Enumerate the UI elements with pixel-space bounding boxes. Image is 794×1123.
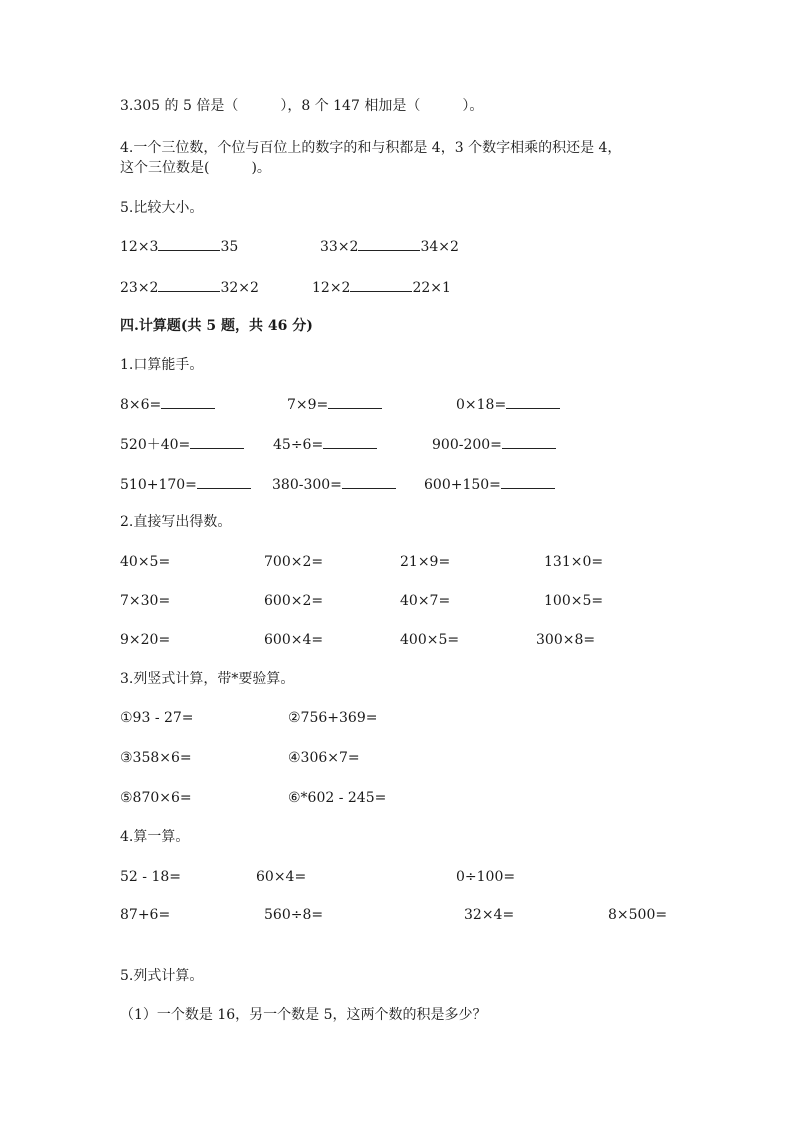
part-3-title: 3.列竖式计算，带*要验算。 xyxy=(120,671,295,687)
compare-item-4 xyxy=(312,277,451,298)
oral-blank-5[interactable] xyxy=(323,434,377,449)
vertical-item-3: ③358×6= xyxy=(120,750,192,766)
oral-expr-4: 520＋40= xyxy=(120,437,191,453)
direct-item-4: 131×0= xyxy=(544,554,604,570)
calc-item-3: 0÷100= xyxy=(456,869,516,885)
direct-item-8: 100×5= xyxy=(544,593,604,609)
oral-blank-1[interactable] xyxy=(161,394,215,409)
direct-item-12: 300×8= xyxy=(536,632,596,648)
oral-blank-9[interactable] xyxy=(501,474,555,489)
oral-item-8 xyxy=(272,474,396,495)
question-3 xyxy=(120,96,483,116)
oral-item-1 xyxy=(120,394,215,415)
oral-item-2 xyxy=(287,394,382,415)
vertical-item-1: ①93 - 27= xyxy=(120,710,194,726)
oral-item-5 xyxy=(273,434,377,455)
oral-blank-4[interactable] xyxy=(190,434,244,449)
compare-right-1: 35 xyxy=(220,239,239,255)
direct-item-5: 7×30= xyxy=(120,593,171,609)
oral-item-9 xyxy=(424,474,555,495)
direct-item-7: 40×7= xyxy=(400,593,451,609)
compare-right-4: 22×1 xyxy=(412,280,451,296)
direct-item-1: 40×5= xyxy=(120,554,171,570)
part-5-title: 5.列式计算。 xyxy=(120,968,204,984)
oral-expr-8: 380-300= xyxy=(272,477,342,493)
oral-blank-2[interactable] xyxy=(328,394,382,409)
compare-blank-1[interactable] xyxy=(158,236,220,251)
oral-expr-5: 45÷6= xyxy=(273,437,324,453)
compare-left-1: 12×3 xyxy=(120,239,159,255)
oral-expr-1: 8×6= xyxy=(120,397,162,413)
direct-item-10: 600×4= xyxy=(264,632,324,648)
part-5-question-1: （1）一个数是 16，另一个数是 5，这两个数的积是多少？ xyxy=(120,1007,487,1023)
calc-item-1: 52 - 18= xyxy=(120,869,181,885)
part-4-title: 4.算一算。 xyxy=(120,829,190,845)
oral-blank-7[interactable] xyxy=(197,474,251,489)
compare-item-1 xyxy=(120,236,238,257)
question-3-number: 3. xyxy=(120,98,134,114)
compare-left-3: 23×2 xyxy=(120,280,159,296)
compare-right-2: 34×2 xyxy=(420,239,459,255)
vertical-item-2: ②756+369= xyxy=(288,710,378,726)
compare-blank-2[interactable] xyxy=(358,236,420,251)
oral-expr-6: 900-200= xyxy=(432,437,502,453)
calc-item-5: 560÷8= xyxy=(264,907,324,923)
calc-item-2: 60×4= xyxy=(256,869,307,885)
compare-blank-4[interactable] xyxy=(350,277,412,292)
oral-expr-2: 7×9= xyxy=(287,397,329,413)
direct-item-2: 700×2= xyxy=(264,554,324,570)
oral-item-7 xyxy=(120,474,251,495)
oral-item-3 xyxy=(456,394,560,415)
oral-expr-3: 0×18= xyxy=(456,397,507,413)
question-3-text: 305 的 5 倍是（ ），8 个 147 相加是（ ）。 xyxy=(133,98,484,114)
direct-item-11: 400×5= xyxy=(400,632,460,648)
direct-item-9: 9×20= xyxy=(120,632,171,648)
oral-expr-9: 600+150= xyxy=(424,477,501,493)
compare-right-3: 32×2 xyxy=(220,280,259,296)
direct-item-6: 600×2= xyxy=(264,593,324,609)
direct-item-3: 21×9= xyxy=(400,554,451,570)
calc-item-7: 8×500= xyxy=(608,907,668,923)
oral-blank-3[interactable] xyxy=(506,394,560,409)
section-4-title: 四.计算题(共 5 题，共 46 分) xyxy=(120,318,313,334)
question-4-line-1 xyxy=(120,138,621,158)
calc-item-4: 87+6= xyxy=(120,907,171,923)
calc-item-6: 32×4= xyxy=(464,907,515,923)
vertical-item-6: ⑥*602 - 245= xyxy=(288,790,387,806)
question-4-number: 4. xyxy=(120,140,134,156)
oral-blank-8[interactable] xyxy=(342,474,396,489)
oral-item-6 xyxy=(432,434,556,455)
compare-left-2: 33×2 xyxy=(320,239,359,255)
vertical-item-4: ④306×7= xyxy=(288,750,360,766)
vertical-item-5: ⑤870×6= xyxy=(120,790,192,806)
question-4-line-2: 这个三位数是( )。 xyxy=(120,160,271,176)
question-5-title: 5.比较大小。 xyxy=(120,200,204,216)
oral-item-4 xyxy=(120,434,244,455)
compare-item-2 xyxy=(320,236,459,257)
compare-item-3 xyxy=(120,277,259,298)
question-4-text-1: 一个三位数，个位与百位上的数字的和与积都是 4，3 个数字相乘的积还是 4， xyxy=(133,140,622,156)
oral-expr-7: 510+170= xyxy=(120,477,197,493)
part-2-title: 2.直接写出得数。 xyxy=(120,514,232,530)
compare-left-4: 12×2 xyxy=(312,280,351,296)
oral-blank-6[interactable] xyxy=(502,434,556,449)
part-1-title: 1.口算能手。 xyxy=(120,357,204,373)
compare-blank-3[interactable] xyxy=(158,277,220,292)
